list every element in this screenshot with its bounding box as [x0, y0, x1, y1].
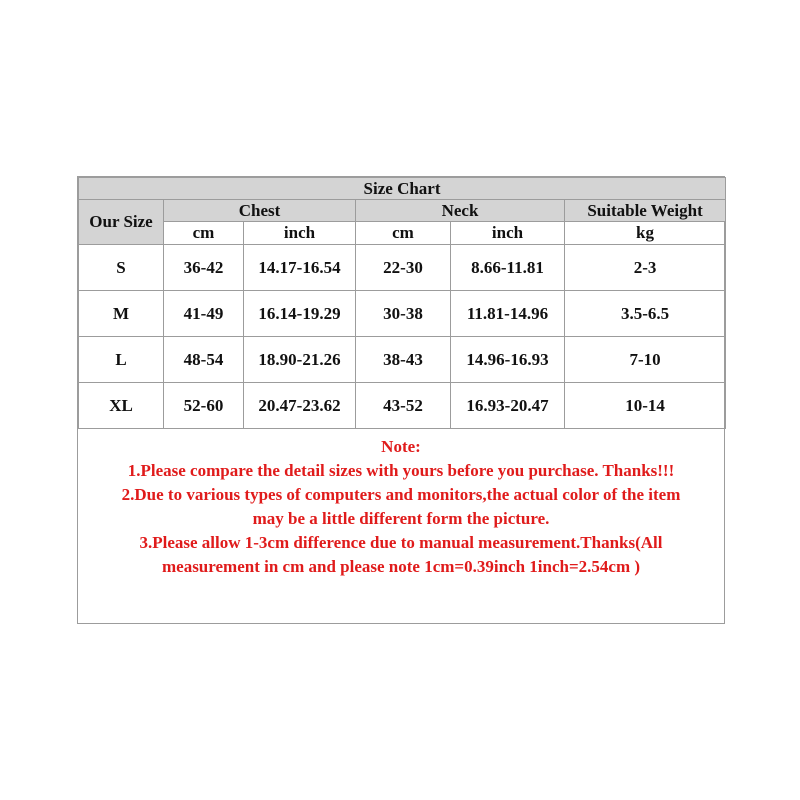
size-cell: M — [79, 291, 164, 337]
note-line: may be a little different form the picture. — [252, 509, 550, 528]
chest-inch-cell: 16.14-19.29 — [244, 291, 356, 337]
chest-cm-cell: 36-42 — [164, 245, 244, 291]
chest-header: Chest — [164, 200, 356, 222]
weight-cell: 7-10 — [565, 337, 726, 383]
size-table — [78, 177, 726, 429]
chest-cm-cell: 52-60 — [164, 383, 244, 429]
weight-cell: 2-3 — [565, 245, 726, 291]
our-size-header: Our Size — [79, 200, 164, 245]
neck-inch-cell: 11.81-14.96 — [451, 291, 565, 337]
note-line: 2.Due to various types of computers and monitors,the actual color of the item — [121, 485, 681, 504]
neck-header: Neck — [356, 200, 565, 222]
weight-cell: 10-14 — [565, 383, 726, 429]
table-title-row — [79, 178, 726, 200]
notes-section — [78, 435, 724, 579]
chest-inch-cell: 20.47-23.62 — [244, 383, 356, 429]
weight-header: Suitable Weight — [565, 200, 726, 222]
weight-cell: 3.5-6.5 — [565, 291, 726, 337]
chest-cm-cell: 41-49 — [164, 291, 244, 337]
size-cell: L — [79, 337, 164, 383]
unit-neck-inch: inch — [451, 222, 565, 245]
note-line: 3.Please allow 1-3cm difference due to manual measurement.Thanks(All — [139, 533, 663, 552]
table-unit-row — [79, 222, 726, 245]
neck-cm-cell: 22-30 — [356, 245, 451, 291]
unit-chest-inch: inch — [244, 222, 356, 245]
neck-cm-cell: 38-43 — [356, 337, 451, 383]
size-cell: XL — [79, 383, 164, 429]
size-cell: S — [79, 245, 164, 291]
neck-inch-cell: 14.96-16.93 — [451, 337, 565, 383]
unit-chest-cm: cm — [164, 222, 244, 245]
chest-inch-cell: 18.90-21.26 — [244, 337, 356, 383]
note-line: measurement in cm and please note 1cm=0.39inch 1inch=2.54cm ) — [161, 557, 641, 576]
unit-neck-cm: cm — [356, 222, 451, 245]
neck-cm-cell: 43-52 — [356, 383, 451, 429]
note-line: 1.Please compare the detail sizes with yours before you purchase. Thanks!!! — [127, 461, 675, 480]
chest-cm-cell: 48-54 — [164, 337, 244, 383]
table-row — [79, 337, 726, 383]
neck-cm-cell: 30-38 — [356, 291, 451, 337]
chest-inch-cell: 14.17-16.54 — [244, 245, 356, 291]
table-title: Size Chart — [79, 178, 726, 200]
neck-inch-cell: 16.93-20.47 — [451, 383, 565, 429]
note-heading: Note: — [381, 437, 421, 456]
neck-inch-cell: 8.66-11.81 — [451, 245, 565, 291]
table-header-row — [79, 200, 726, 222]
table-row — [79, 383, 726, 429]
table-row — [79, 291, 726, 337]
unit-weight-kg: kg — [565, 222, 726, 245]
table-row — [79, 245, 726, 291]
size-chart — [77, 176, 725, 624]
